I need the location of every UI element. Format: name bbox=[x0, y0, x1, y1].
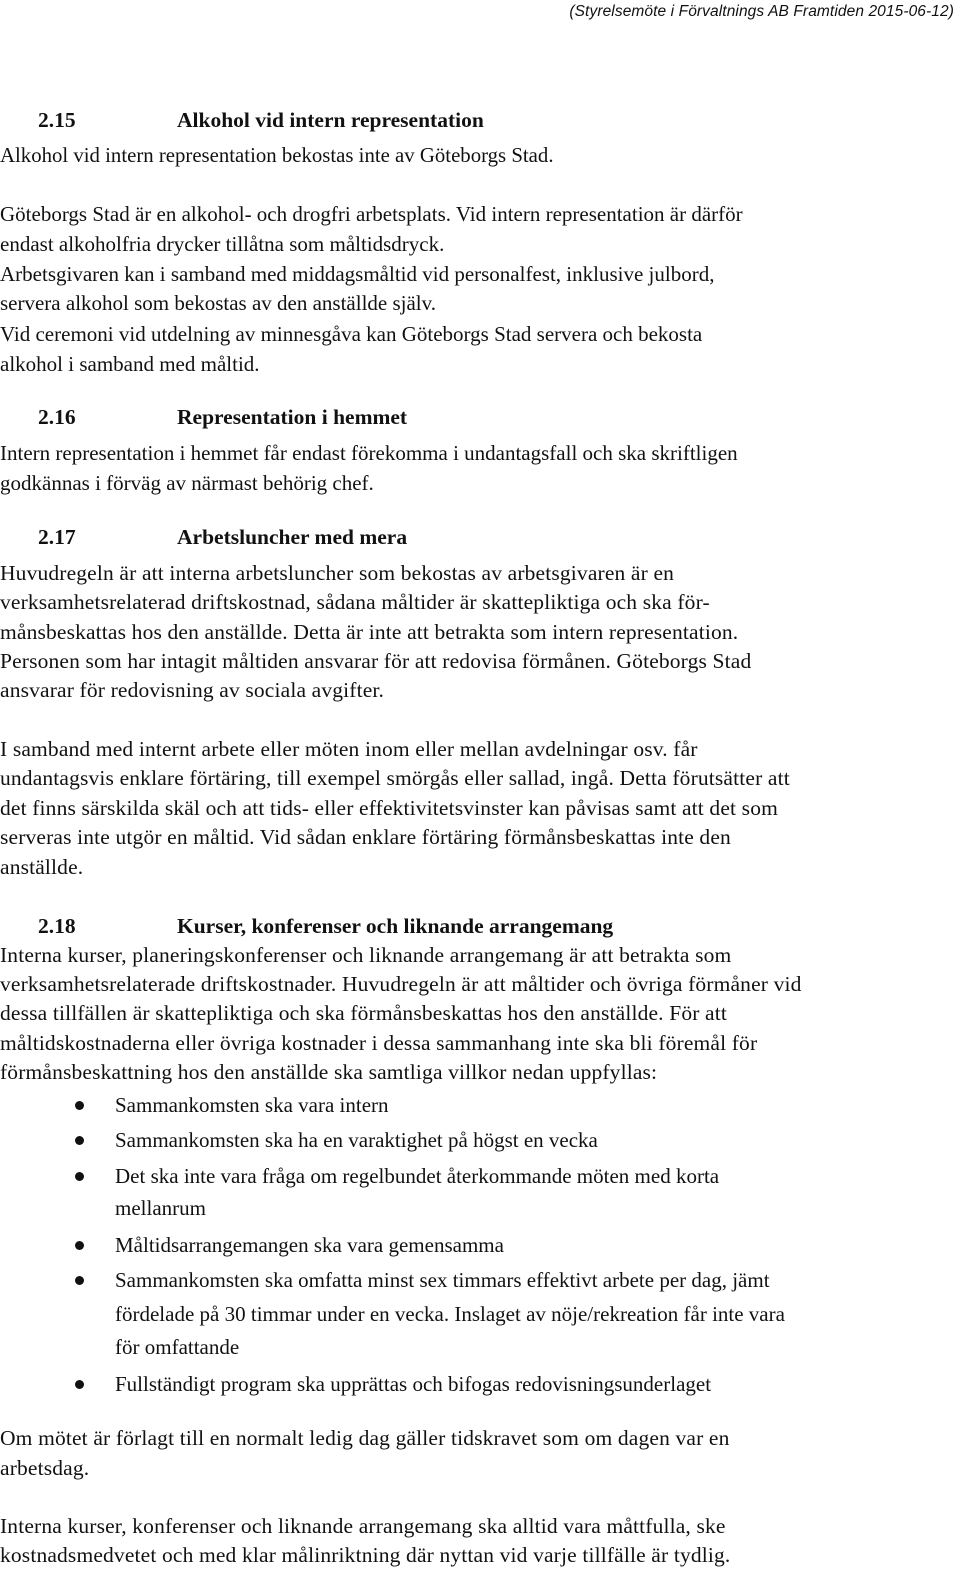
bullet-item: Fullständigt program ska upprättas och bifogas redovisningsunderlaget bbox=[115, 1372, 712, 1396]
paragraph-line: Göteborgs Stad är en alkohol- och drogfri arbetsplats. Vid intern representation är därför bbox=[0, 202, 743, 226]
bullet-item-continuation: fördelade på 30 timmar under en vecka. Inslaget av nöje/rekreation får inte vara bbox=[115, 1302, 785, 1326]
bullet-item: Sammankomsten ska omfatta minst sex timmars effektivt arbete per dag, jämt bbox=[115, 1268, 770, 1292]
bullet-icon bbox=[75, 1101, 84, 1110]
paragraph-line: det finns särskilda skäl och att tids- eller effektivitetsvinster kan påvisas samt att det som bbox=[0, 796, 778, 820]
bullet-item: Måltidsarrangemangen ska vara gemensamma bbox=[115, 1233, 504, 1257]
bullet-item: Sammankomsten ska ha en varaktighet på högst en vecka bbox=[115, 1128, 598, 1152]
paragraph-line: Personen som har intagit måltiden ansvarar för att redovisa förmånen. Göteborgs Stad bbox=[0, 649, 752, 673]
paragraph-line: godkännas i förväg av närmast behörig chef. bbox=[0, 471, 374, 495]
section-title: Arbetsluncher med mera bbox=[177, 525, 408, 549]
bullet-item: Det ska inte vara fråga om regelbundet återkommande möten med korta bbox=[115, 1164, 720, 1188]
paragraph-line: Intern representation i hemmet får endast förekomma i undantagsfall och ska skriftligen bbox=[0, 441, 738, 465]
bullet-icon bbox=[75, 1276, 84, 1285]
paragraph-line: arbetsdag. bbox=[0, 1456, 90, 1480]
paragraph-line: måltidskostnaderna eller övriga kostnader i dessa sammanhang inte ska bli föremål för bbox=[0, 1031, 758, 1055]
section-title: Alkohol vid intern representation bbox=[177, 108, 484, 132]
paragraph-line: I samband med internt arbete eller möten inom eller mellan avdelningar osv. får bbox=[0, 737, 698, 761]
paragraph-line: undantagsvis enklare förtäring, till exempel smörgås eller sallad, ingå. Detta förutsätter att bbox=[0, 766, 790, 790]
section-number: 2.15 bbox=[38, 108, 76, 132]
paragraph-line: Huvudregeln är att interna arbetsluncher som bekostas av arbetsgivaren är en bbox=[0, 561, 675, 585]
paragraph-line: serveras inte utgör en måltid. Vid sådan enklare förtäring förmånsbeskattas inte den bbox=[0, 825, 731, 849]
bullet-item-continuation: för omfattande bbox=[115, 1335, 240, 1359]
paragraph-line: kostnadsmedvetet och med klar målinriktning där nyttan vid varje tillfälle är tydlig. bbox=[0, 1543, 731, 1567]
section-number: 2.18 bbox=[38, 914, 76, 938]
paragraph-line: Arbetsgivaren kan i samband med middagsmåltid vid personalfest, inklusive julbord, bbox=[0, 262, 715, 286]
paragraph-line: Interna kurser, planeringskonferenser och liknande arrangemang är att betrakta som bbox=[0, 943, 732, 967]
section-title: Representation i hemmet bbox=[177, 405, 408, 429]
paragraph-line: servera alkohol som bekostas av den anställde själv. bbox=[0, 291, 437, 315]
bullet-item-continuation: mellanrum bbox=[115, 1196, 206, 1220]
paragraph-line: Interna kurser, konferenser och liknande arrangemang ska alltid vara måttfulla, ske bbox=[0, 1514, 726, 1538]
running-header: (Styrelsemöte i Förvaltnings AB Framtiden 2015-06-12) bbox=[569, 3, 954, 20]
paragraph-line: verksamhetsrelaterade driftskostnader. Huvudregeln är att måltider och övriga förmåner vid bbox=[0, 972, 802, 996]
paragraph-line: dessa tillfällen är skattepliktiga och ska förmånsbeskattas hos den anställde. För att bbox=[0, 1001, 727, 1025]
paragraph-line: ansvarar för redovisning av sociala avgifter. bbox=[0, 678, 385, 702]
paragraph-line: Om mötet är förlagt till en normalt ledig dag gäller tidskravet som om dagen var en bbox=[0, 1426, 730, 1450]
paragraph-line: anställde. bbox=[0, 855, 84, 879]
bullet-item: Sammankomsten ska vara intern bbox=[115, 1093, 389, 1117]
section-number: 2.16 bbox=[38, 405, 76, 429]
section-title: Kurser, konferenser och liknande arrangemang bbox=[177, 914, 614, 938]
bullet-icon bbox=[75, 1136, 84, 1145]
paragraph-line: Vid ceremoni vid utdelning av minnesgåva kan Göteborgs Stad servera och bekosta bbox=[0, 322, 703, 346]
paragraph-line: månsbeskattas hos den anställde. Detta är inte att betrakta som intern representation. bbox=[0, 620, 739, 644]
bullet-icon bbox=[75, 1172, 84, 1181]
paragraph-line: Alkohol vid intern representation bekostas inte av Göteborgs Stad. bbox=[0, 144, 554, 167]
bullet-icon bbox=[75, 1241, 84, 1250]
paragraph-line: förmånsbeskattning hos den anställde ska samtliga villkor nedan uppfyllas: bbox=[0, 1060, 658, 1084]
paragraph-line: endast alkoholfria drycker tillåtna som måltidsdryck. bbox=[0, 232, 445, 256]
bullet-icon bbox=[75, 1380, 84, 1389]
section-number: 2.17 bbox=[38, 525, 76, 549]
paragraph-line: alkohol i samband med måltid. bbox=[0, 352, 260, 376]
paragraph-line: verksamhetsrelaterad driftskostnad, sådana måltider är skattepliktiga och ska för- bbox=[0, 590, 710, 614]
